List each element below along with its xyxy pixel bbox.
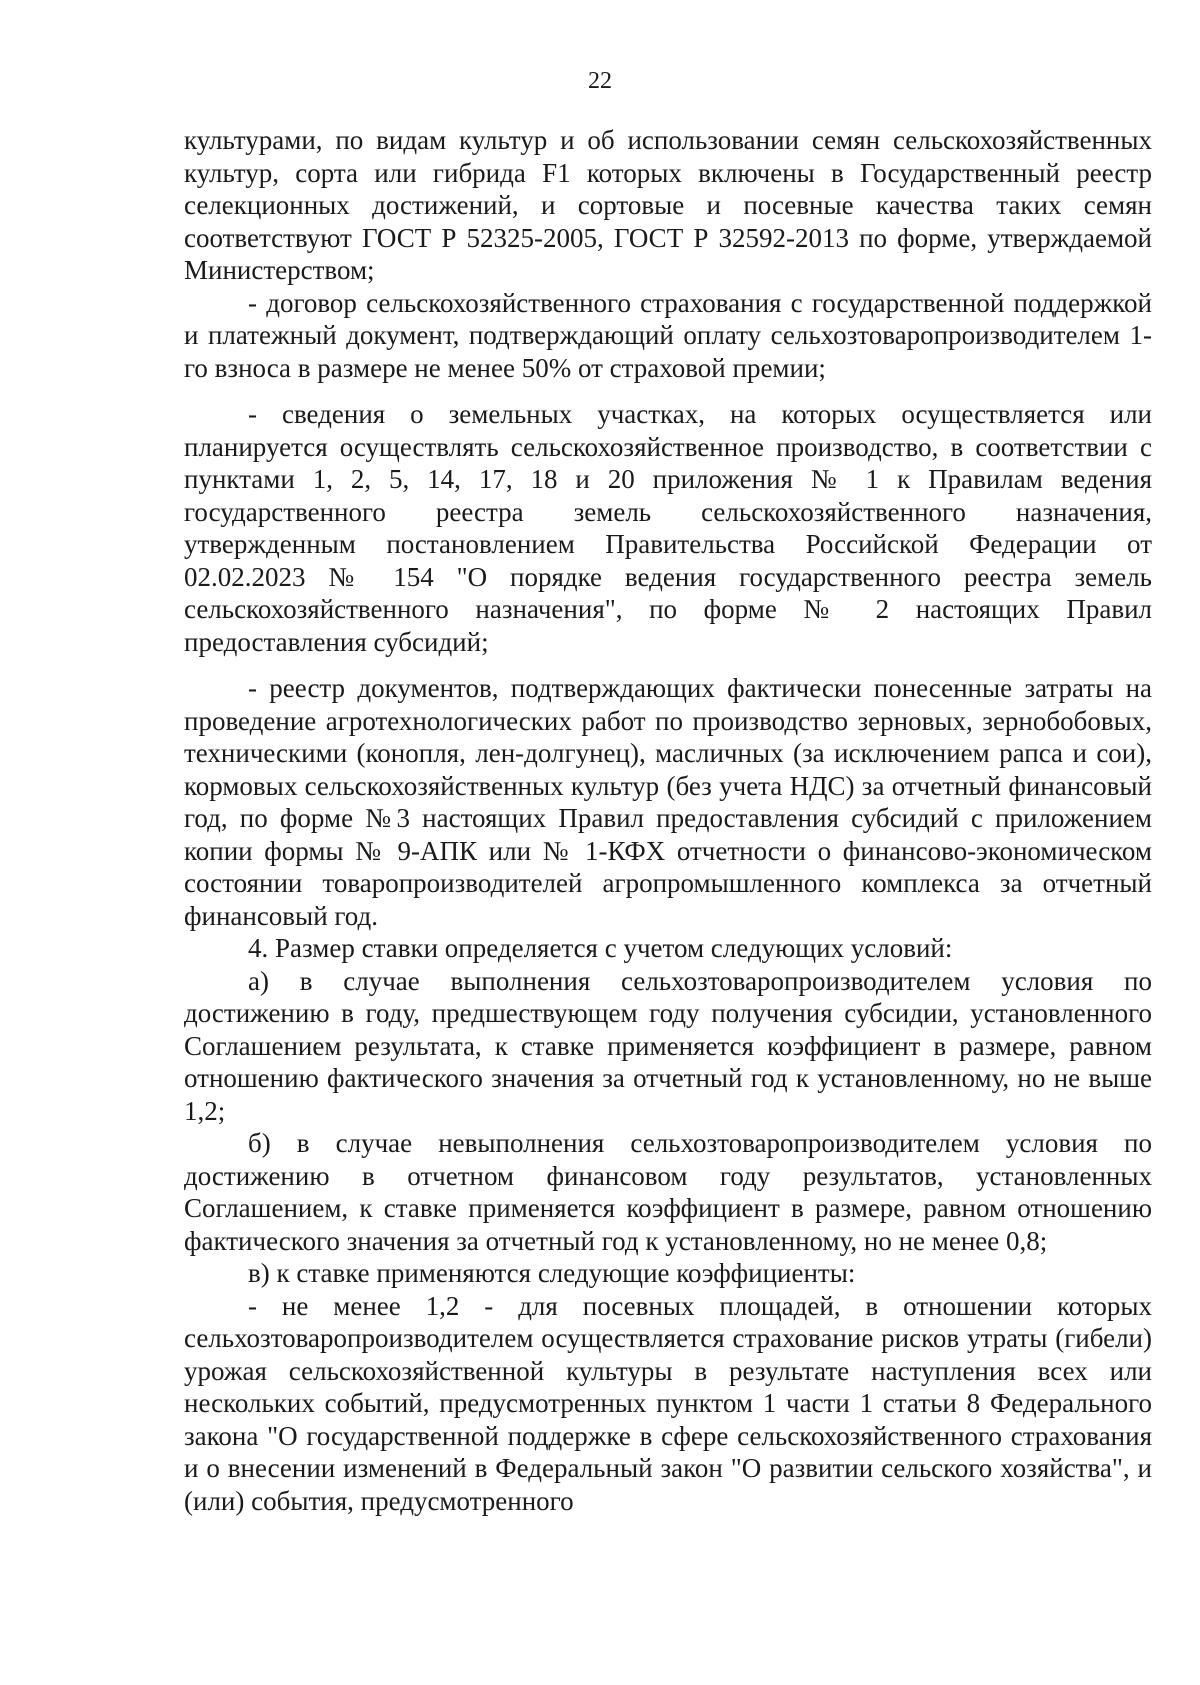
- paragraph-seeds-continuation: культурами, по видам культур и об использовании семян сельскохозяйственных культур, сорта или гибрида F1 которых включены в Государственный реестр селекционных достижений, и сортовые и посевные качества таких семян соответствуют ГОСТ Р 52325-2005, ГОСТ Р 32592-2013 по форме, утверждаемой Министерством;: [184, 125, 1152, 285]
- paragraph-item-b: б) в случае невыполнения сельхозтоваропроизводителем условия по достижению в отчетном финансовом году результатов, установленных Соглашением, к ставке применяется коэффициент в размере, равном отношению фактического значения за отчетный год к установленному, но не менее 0,8;: [184, 1128, 1152, 1256]
- paragraph-insurance-contract: - договор сельскохозяйственного страхования с государственной поддержкой и платежный документ, подтверждающий оплату сельхозтоваропроизводителем 1-го взноса в размере не менее 50% от страховой премии;: [184, 287, 1152, 383]
- paragraph-item-a: а) в случае выполнения сельхозтоваропроизводителем условия по достижению в году, предшествующем году получения субсидии, установленного Соглашением результата, к ставке применяется коэффициент в размере, равном отношению фактического значения за отчетный год к установленному, но не выше 1,2;: [184, 965, 1152, 1126]
- page-number: 22: [588, 68, 612, 94]
- paragraph-item-v: в) к ставке применяются следующие коэффициенты:: [248, 1258, 856, 1288]
- document-body: [184, 124, 1152, 1517]
- paragraph-rate-size: 4. Размер ставки определяется с учетом следующих условий:: [248, 933, 953, 963]
- paragraph-cost-register: - реестр документов, подтверждающих фактически понесенные затраты на проведение агротехнологических работ по производство зерновых, зернобобовых, техническими (конопля, лен-долгунец), масличных (за исключением рапса и сои), кормовых сельскохозяйственных культур (без учета НДС) за отчетный финансовый год, по форме №3 настоящих Правил предоставления субсидий с приложением копии формы № 9-АПК или № 1-КФХ отчетности о финансово-экономическом состоянии товаропроизводителей агропромышленного комплекса за отчетный финансовый год.: [184, 673, 1152, 931]
- paragraph-land-plots: - сведения о земельных участках, на которых осуществляется или планируется осуществлять сельскохозяйственное производство, в соответствии с пунктами 1, 2, 5, 14, 17, 18 и 20 приложения № 1 к Правилам ведения государственного реестра земель сельскохозяйственного назначения, утвержденным постановлением Правительства Российской Федерации от 02.02.2023 № 154 "О порядке ведения государственного реестра земель сельскохозяйственного назначения", по форме № 2 настоящих Правил предоставления субсидий;: [184, 399, 1152, 657]
- paragraph-coefficient-1-2: - не менее 1,2 - для посевных площадей, в отношении которых сельхозтоваропроизводителем осуществляется страхование рисков утраты (гибели) урожая сельскохозяйственной культуры в результате наступления всех или нескольких событий, предусмотренных пунктом 1 части 1 статьи 8 Федерального закона "О государственной поддержке в сфере сельскохозяйственного страхования и о внесении изменений в Федеральный закон "О развитии сельского хозяйства", и (или) события, предусмотренного: [184, 1290, 1152, 1516]
